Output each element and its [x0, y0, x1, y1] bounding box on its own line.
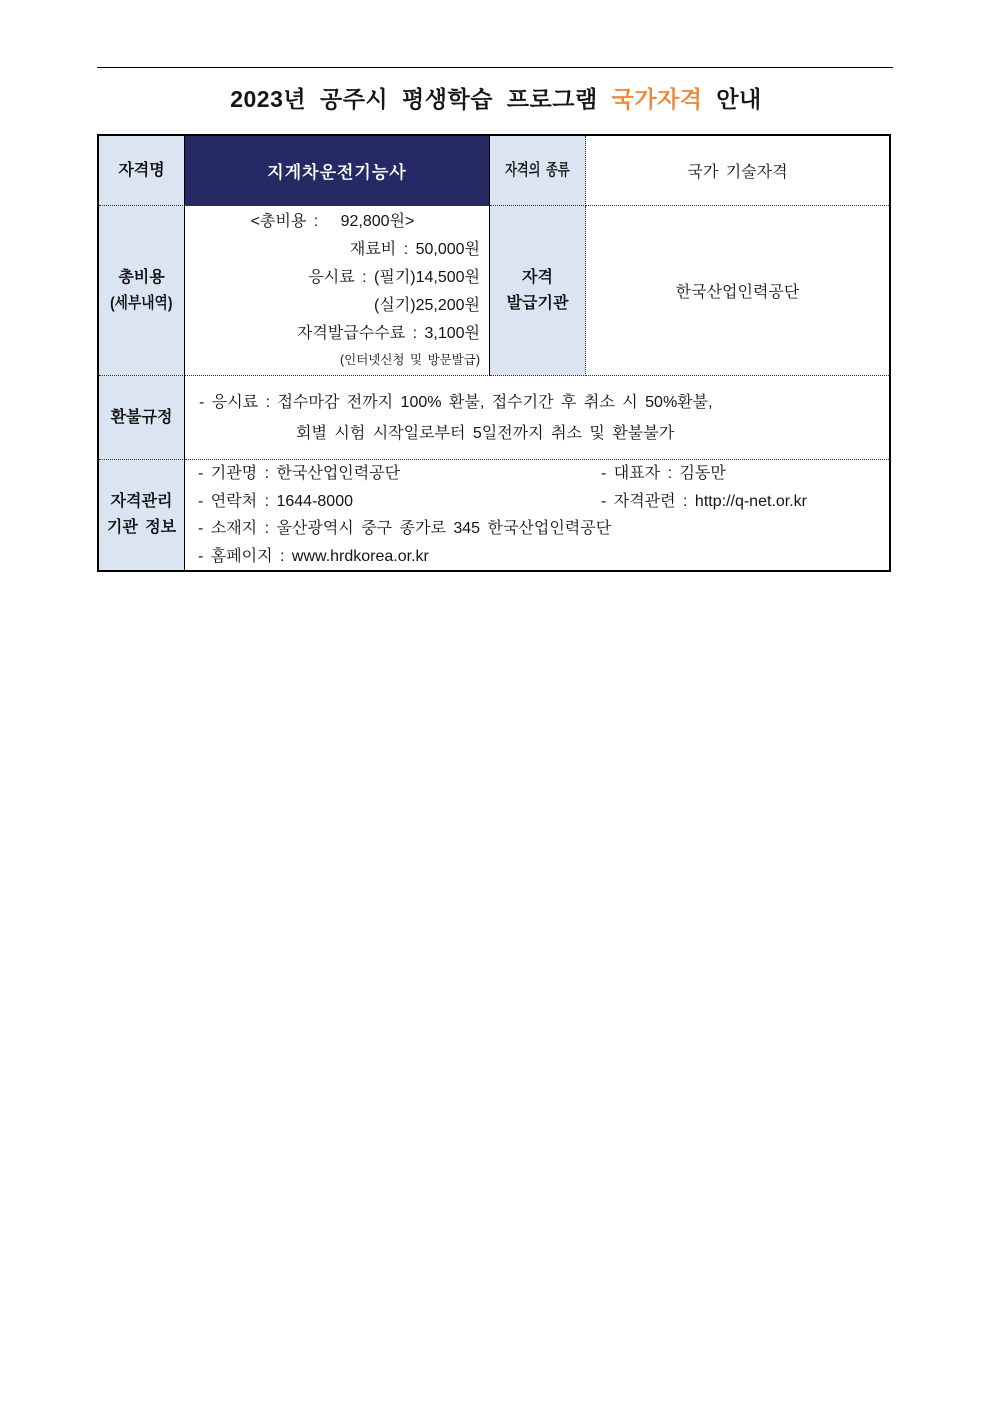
issuer-label-line2: 발급기관: [506, 294, 569, 312]
cost-item-material: 재료비 : 50,000원: [349, 241, 480, 258]
total-cost-label-main: 총비용: [118, 268, 165, 286]
org-name: - 기관명 : 한국산업인력공단: [198, 465, 401, 482]
issuer-label-line1: 자격: [522, 268, 553, 286]
cell-refund-label: [99, 376, 185, 460]
org-info-row-1: [198, 460, 889, 488]
total-cost-label-sub: (세부내역): [110, 294, 173, 312]
refund-label: 환불규정: [110, 408, 173, 426]
qualification-table: [97, 134, 891, 572]
cell-qualification-name-value: [185, 136, 490, 206]
org-homepage: - 홈페이지 : www.hrdkorea.or.kr: [198, 547, 429, 565]
qualification-name-label: 자격명: [118, 161, 165, 179]
cost-note: (인터넷신청 및 방문발급): [339, 353, 480, 367]
org-ceo: - 대표자 : 김동만: [601, 465, 726, 482]
org-contact: - 연락처 : 1644-8000: [198, 492, 353, 510]
qualification-type-value: 국가 기술자격: [687, 164, 788, 181]
cost-item-written-exam: 응시료 : (필기)14,500원: [308, 269, 480, 286]
refund-line-2: 회별 시험 시작일로부터 5일전까지 취소 및 환불불가: [296, 424, 675, 442]
qualification-type-label: 자격의 종류: [505, 161, 570, 179]
org-info-label-line1: 자격관리: [110, 493, 173, 511]
org-info-row-2: [198, 488, 889, 516]
cell-qualification-type-label: [490, 136, 586, 206]
cell-issuer-value: [586, 206, 889, 376]
cost-item-issuance-fee: 자격발급수수료 : 3,100원: [296, 325, 480, 342]
cell-refund-policy: [185, 376, 889, 460]
title-highlight: 국가자격: [611, 86, 703, 112]
qualification-name-value: 지게차운전기능사: [267, 163, 407, 182]
title-suffix: 안내: [716, 86, 762, 112]
org-info-label-line2: 기관 정보: [106, 519, 177, 536]
org-cert-site: - 자격관련 : http://q-net.or.kr: [601, 492, 807, 510]
cell-qualification-type-value: [586, 136, 889, 206]
cost-total-line: <총비용 : 92,800원>: [250, 213, 415, 230]
issuer-value: 한국산업인력공단: [675, 284, 800, 301]
cell-org-info: [185, 460, 889, 570]
cell-total-cost-label: [99, 206, 185, 376]
cell-cost-breakdown: [185, 206, 490, 376]
cell-qualification-name-label: [99, 136, 185, 206]
org-address: - 소재지 : 울산광역시 중구 종가로 345 한국산업인력공단: [198, 520, 612, 537]
cell-org-info-label: [99, 460, 185, 570]
cost-item-practical-exam: (실기)25,200원: [374, 297, 480, 314]
page-title: [0, 81, 992, 114]
refund-line-1: - 응시료 : 접수마감 전까지 100% 환불, 접수기간 후 취소 시 50%환불,: [199, 393, 713, 411]
title-prefix: 2023년 공주시 평생학습 프로그램: [230, 86, 598, 112]
cell-issuer-label: [490, 206, 586, 376]
header-rule: [97, 67, 893, 68]
